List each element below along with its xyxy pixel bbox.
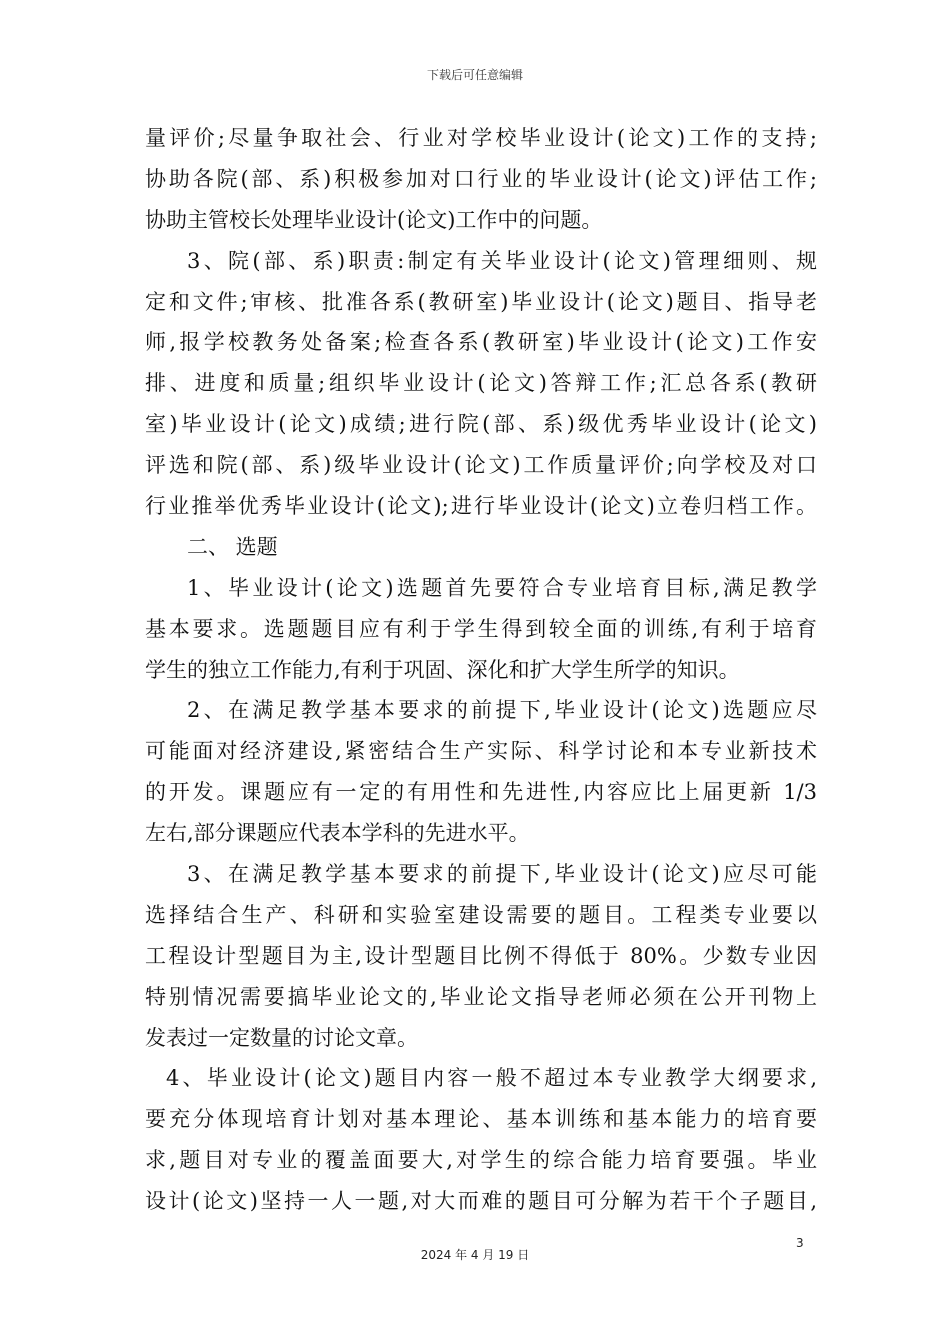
- text-line: 发表过一定数量的讨论文章。: [145, 1025, 418, 1050]
- text-line: 协助各院(部、系)积极参加对口行业的毕业设计(论文)评估工作;: [145, 166, 817, 191]
- text-line: 师,报学校教务处备案;检查各系(教研室)毕业设计(论文)工作安: [145, 330, 817, 355]
- text-line: 特别情况需要搞毕业论文的,毕业论文指导老师必须在公开刊物上: [145, 984, 817, 1009]
- text-line: 室)毕业设计(论文)成绩;进行院(部、系)级优秀毕业设计(论文): [145, 412, 817, 437]
- text-line: 1、毕业设计(论文)选题首先要符合专业培育目标,满足教学: [187, 575, 817, 600]
- text-line: 的开发。课题应有一定的有用性和先进性,内容应比上届更新 1/3: [145, 780, 817, 805]
- document-body: [145, 118, 817, 1222]
- text-line: 基本要求。选题题目应有利于学生得到较全面的训练,有利于培育: [145, 616, 817, 641]
- text-line: 协助主管校长处理毕业设计(论文)工作中的问题。: [145, 207, 603, 232]
- footer-date: 2024 年 4 月 19 日: [420, 1248, 530, 1262]
- page-header-note: 下载后可任意编辑: [426, 68, 523, 82]
- text-line: 工程设计型题目为主,设计型题目比例不得低于 80%。少数专业因: [145, 943, 817, 968]
- text-line: 左右,部分课题应代表本学科的先进水平。: [145, 821, 530, 846]
- text-line: 定和文件;审核、批准各系(教研室)毕业设计(论文)题目、指导老: [145, 289, 817, 314]
- text-line: 3、在满足教学基本要求的前提下,毕业设计(论文)应尽可能: [187, 862, 817, 887]
- text-line: 评选和院(部、系)级毕业设计(论文)工作质量评价;向学校及对口: [145, 453, 817, 478]
- text-line: 可能面对经济建设,紧密结合生产实际、科学讨论和本专业新技术: [145, 739, 817, 764]
- text-line: 排、进度和质量;组织毕业设计(论文)答辩工作;汇总各系(教研: [145, 371, 817, 396]
- text-line: 求,题目对专业的覆盖面要大,对学生的综合能力培育要强。毕业: [145, 1148, 817, 1173]
- text-line: 3、院(部、系)职责:制定有关毕业设计(论文)管理细则、规: [187, 248, 817, 273]
- text-line: 设计(论文)坚持一人一题,对大而难的题目可分解为若干个子题目,: [145, 1189, 817, 1214]
- section-heading: 二、 选题: [187, 534, 278, 559]
- text-line: 行业推举优秀毕业设计(论文);进行毕业设计(论文)立卷归档工作。: [145, 494, 817, 519]
- text-line: 选择结合生产、科研和实验室建设需要的题目。工程类专业要以: [145, 902, 817, 927]
- page-number: 3: [796, 1236, 804, 1250]
- text-line: 学生的独立工作能力,有利于巩固、深化和扩大学生所学的知识。: [145, 657, 740, 682]
- text-line: 要充分体现培育计划对基本理论、基本训练和基本能力的培育要: [145, 1107, 817, 1132]
- text-line: 量评价;尽量争取社会、行业对学校毕业设计(论文)工作的支持;: [145, 126, 817, 150]
- text-line: 4、毕业设计(论文)题目内容一般不超过本专业教学大纲要求,: [166, 1066, 817, 1091]
- text-line: 2、在满足教学基本要求的前提下,毕业设计(论文)选题应尽: [187, 698, 817, 723]
